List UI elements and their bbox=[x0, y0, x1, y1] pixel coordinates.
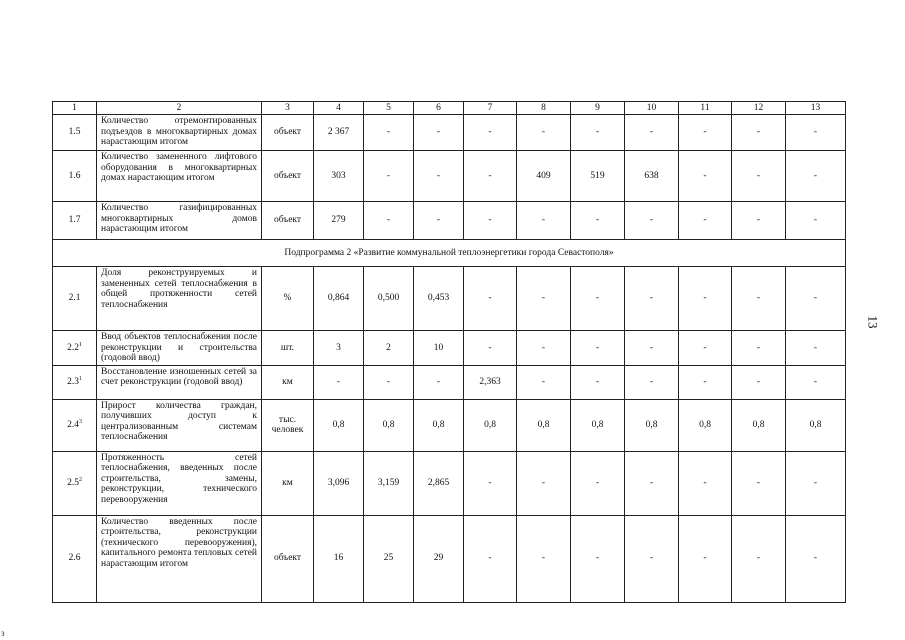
value-cell: - bbox=[625, 267, 679, 331]
indicator-name: Количество замененного лифтового оборудования в многоквартирных домах нарастающим итогом bbox=[97, 151, 262, 202]
value-cell: 0,8 bbox=[364, 399, 414, 451]
value-cell: 25 bbox=[364, 515, 414, 602]
column-number-6: 6 bbox=[414, 102, 464, 115]
value-cell: - bbox=[414, 115, 464, 151]
value-cell: - bbox=[679, 365, 732, 399]
value-cell: 0,8 bbox=[314, 399, 364, 451]
value-cell: - bbox=[571, 331, 625, 366]
row-number bbox=[53, 399, 97, 451]
table-row bbox=[53, 399, 846, 451]
subprogram-row bbox=[53, 240, 846, 267]
value-cell: - bbox=[571, 451, 625, 515]
value-cell: - bbox=[679, 331, 732, 366]
value-cell: - bbox=[786, 365, 846, 399]
value-cell: - bbox=[314, 365, 364, 399]
indicators-table bbox=[52, 101, 846, 603]
value-cell: - bbox=[517, 115, 571, 151]
row-number-text: 1.6 bbox=[68, 170, 81, 181]
value-cell: - bbox=[464, 331, 517, 366]
row-number-text: 2.6 bbox=[68, 553, 81, 564]
value-cell: 0,8 bbox=[414, 399, 464, 451]
value-cell: - bbox=[732, 331, 786, 366]
value-cell: 638 bbox=[625, 151, 679, 202]
unit-cell: км bbox=[262, 451, 314, 515]
value-cell: - bbox=[414, 202, 464, 240]
value-cell: - bbox=[625, 365, 679, 399]
unit-cell: % bbox=[262, 267, 314, 331]
column-number-10: 10 bbox=[625, 102, 679, 115]
unit-cell: тыс. человек bbox=[262, 399, 314, 451]
row-number bbox=[53, 515, 97, 602]
unit-cell: км bbox=[262, 365, 314, 399]
value-cell: - bbox=[517, 451, 571, 515]
value-cell: - bbox=[732, 115, 786, 151]
value-cell: 3 bbox=[314, 331, 364, 366]
table-row bbox=[53, 515, 846, 602]
value-cell: - bbox=[625, 331, 679, 366]
row-number bbox=[53, 267, 97, 331]
value-cell: 0,8 bbox=[679, 399, 732, 451]
value-cell: - bbox=[364, 151, 414, 202]
value-cell: - bbox=[679, 115, 732, 151]
unit-cell: объект bbox=[262, 515, 314, 602]
subprogram-title: Подпрограмма 2 «Развитие коммунальной теплоэнергетики города Севастополя» bbox=[53, 240, 846, 267]
footnote-mark: 3 bbox=[78, 418, 82, 425]
value-cell: - bbox=[786, 115, 846, 151]
value-cell: - bbox=[625, 115, 679, 151]
value-cell: - bbox=[786, 202, 846, 240]
value-cell: - bbox=[625, 451, 679, 515]
value-cell: - bbox=[517, 365, 571, 399]
row-number bbox=[53, 115, 97, 151]
unit-cell: шт. bbox=[262, 331, 314, 366]
value-cell: 0,8 bbox=[732, 399, 786, 451]
footnote-mark: 2 bbox=[78, 476, 82, 483]
row-number bbox=[53, 451, 97, 515]
value-cell: - bbox=[464, 151, 517, 202]
value-cell: 303 bbox=[314, 151, 364, 202]
value-cell: - bbox=[732, 365, 786, 399]
row-number bbox=[53, 151, 97, 202]
value-cell: 3,159 bbox=[364, 451, 414, 515]
indicator-name: Количество введенных после строительства, реконструкции (технического перевооружения), капитального ремонта тепловых сетей нарастающим итогом bbox=[97, 515, 262, 602]
value-cell: - bbox=[517, 202, 571, 240]
column-number-2: 2 bbox=[97, 102, 262, 115]
unit-cell: объект bbox=[262, 151, 314, 202]
indicator-name: Количество отремонтированных подъездов в многоквартирных домах нарастающим итогом bbox=[97, 115, 262, 151]
value-cell: - bbox=[732, 151, 786, 202]
value-cell: - bbox=[679, 202, 732, 240]
indicator-name: Прирост количества граждан, получивших доступ к централизованным системам теплоснабжения bbox=[97, 399, 262, 451]
table-row bbox=[53, 115, 846, 151]
column-number-3: 3 bbox=[262, 102, 314, 115]
row-number-text: 2.1 bbox=[68, 293, 81, 304]
table-row bbox=[53, 151, 846, 202]
table-row bbox=[53, 267, 846, 331]
value-cell: - bbox=[786, 515, 846, 602]
value-cell: - bbox=[364, 202, 414, 240]
value-cell: 16 bbox=[314, 515, 364, 602]
indicator-name: Восстановление изношенных сетей за счет реконструкции (годовой ввод) bbox=[97, 365, 262, 399]
value-cell: 0,864 bbox=[314, 267, 364, 331]
column-number-13: 13 bbox=[786, 102, 846, 115]
value-cell: - bbox=[571, 365, 625, 399]
value-cell: - bbox=[464, 267, 517, 331]
indicator-name: Количество газифицированных многоквартирных домов нарастающим итогом bbox=[97, 202, 262, 240]
value-cell: - bbox=[464, 451, 517, 515]
value-cell: 0,500 bbox=[364, 267, 414, 331]
value-cell: - bbox=[571, 515, 625, 602]
row-number-text: 2.5 bbox=[67, 477, 79, 488]
value-cell: - bbox=[732, 202, 786, 240]
value-cell: 0,453 bbox=[414, 267, 464, 331]
value-cell: - bbox=[786, 151, 846, 202]
value-cell: - bbox=[517, 515, 571, 602]
table-row bbox=[53, 365, 846, 399]
column-number-9: 9 bbox=[571, 102, 625, 115]
value-cell: - bbox=[464, 515, 517, 602]
value-cell: - bbox=[364, 115, 414, 151]
indicator-name: Ввод объектов теплоснабжения после реконструкции и строительства (годовой ввод) bbox=[97, 331, 262, 366]
row-number-text: 1.5 bbox=[68, 127, 81, 138]
value-cell: 0,8 bbox=[464, 399, 517, 451]
value-cell: - bbox=[571, 202, 625, 240]
row-number-text: 1.7 bbox=[68, 215, 81, 226]
value-cell: - bbox=[732, 515, 786, 602]
value-cell: 0,8 bbox=[517, 399, 571, 451]
row-number-text: 2.2 bbox=[67, 342, 79, 353]
unit-cell: объект bbox=[262, 202, 314, 240]
page-number: 13 bbox=[865, 315, 881, 329]
column-number-4: 4 bbox=[314, 102, 364, 115]
row-number-text: 2.3 bbox=[67, 376, 79, 387]
value-cell: - bbox=[625, 202, 679, 240]
row-number bbox=[53, 331, 97, 366]
value-cell: - bbox=[571, 267, 625, 331]
value-cell: - bbox=[732, 451, 786, 515]
footnote-mark: 1 bbox=[78, 341, 82, 348]
footnote-mark: 1 bbox=[78, 375, 82, 382]
table-row bbox=[53, 202, 846, 240]
value-cell: 2,363 bbox=[464, 365, 517, 399]
value-cell: - bbox=[414, 365, 464, 399]
value-cell: 3,096 bbox=[314, 451, 364, 515]
row-number-text: 2.4 bbox=[67, 419, 79, 430]
value-cell: 2 bbox=[364, 331, 414, 366]
value-cell: - bbox=[625, 515, 679, 602]
value-cell: 279 bbox=[314, 202, 364, 240]
column-number-1: 1 bbox=[53, 102, 97, 115]
value-cell: - bbox=[679, 515, 732, 602]
indicator-name: Доля реконструируемых и замененных сетей теплоснабжения в общей протяженности сетей теплоснабжения bbox=[97, 267, 262, 331]
value-cell: - bbox=[786, 331, 846, 366]
value-cell: 2,865 bbox=[414, 451, 464, 515]
value-cell: - bbox=[786, 451, 846, 515]
value-cell: - bbox=[786, 267, 846, 331]
corner-mark: з bbox=[1, 628, 5, 638]
column-number-8: 8 bbox=[517, 102, 571, 115]
value-cell: - bbox=[414, 151, 464, 202]
row-number bbox=[53, 365, 97, 399]
column-number-11: 11 bbox=[679, 102, 732, 115]
unit-cell: объект bbox=[262, 115, 314, 151]
column-number-row bbox=[53, 102, 846, 115]
value-cell: - bbox=[464, 115, 517, 151]
value-cell: - bbox=[679, 151, 732, 202]
value-cell: 0,8 bbox=[625, 399, 679, 451]
value-cell: - bbox=[517, 331, 571, 366]
value-cell: 409 bbox=[517, 151, 571, 202]
value-cell: 10 bbox=[414, 331, 464, 366]
indicator-name: Протяженность сетей теплоснабжения, введенных после строительства, замены, реконструкции, технического перевооружения bbox=[97, 451, 262, 515]
value-cell: 0,8 bbox=[571, 399, 625, 451]
value-cell: - bbox=[679, 267, 732, 331]
value-cell: 519 bbox=[571, 151, 625, 202]
table-row bbox=[53, 451, 846, 515]
value-cell: - bbox=[517, 267, 571, 331]
value-cell: 29 bbox=[414, 515, 464, 602]
column-number-7: 7 bbox=[464, 102, 517, 115]
column-number-12: 12 bbox=[732, 102, 786, 115]
value-cell: 2 367 bbox=[314, 115, 364, 151]
value-cell: - bbox=[571, 115, 625, 151]
table-row bbox=[53, 331, 846, 366]
value-cell: - bbox=[464, 202, 517, 240]
value-cell: 0,8 bbox=[786, 399, 846, 451]
value-cell: - bbox=[679, 451, 732, 515]
column-number-5: 5 bbox=[364, 102, 414, 115]
row-number bbox=[53, 202, 97, 240]
value-cell: - bbox=[732, 267, 786, 331]
value-cell: - bbox=[364, 365, 414, 399]
